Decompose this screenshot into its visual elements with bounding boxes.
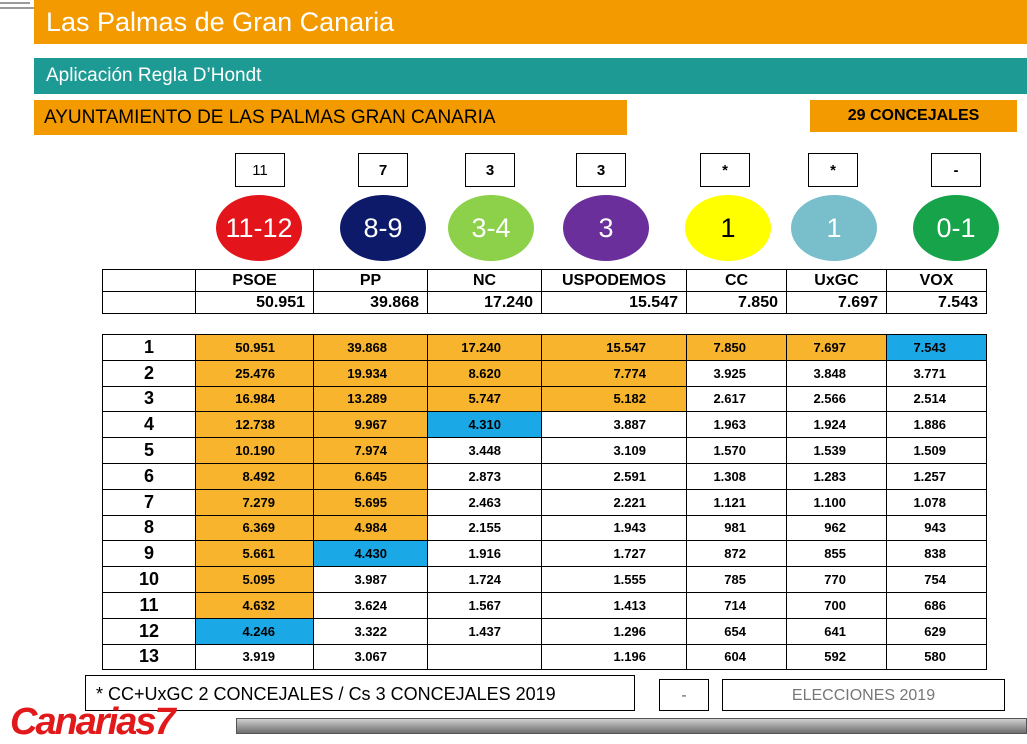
quotient-cell: 7.774 bbox=[542, 360, 687, 386]
quotient-cell: 2.591 bbox=[542, 463, 687, 489]
party-name-uspodemos: USPODEMOS bbox=[542, 270, 687, 292]
empty-cell bbox=[103, 270, 196, 292]
table-row bbox=[103, 618, 987, 644]
quotient-cell: 7.543 bbox=[887, 335, 987, 361]
quotient-cell: 12.738 bbox=[196, 412, 314, 438]
quotient-cell: 785 bbox=[687, 567, 787, 593]
dhondt-table bbox=[102, 334, 987, 670]
quotient-cell: 2.155 bbox=[428, 515, 542, 541]
quotient-cell: 654 bbox=[687, 618, 787, 644]
quotient-cell: 1.567 bbox=[428, 592, 542, 618]
divisor-cell: 1 bbox=[103, 335, 196, 361]
empty-cell bbox=[103, 292, 196, 314]
divisor-cell: 8 bbox=[103, 515, 196, 541]
quotient-cell: 5.747 bbox=[428, 386, 542, 412]
quotient-cell: 1.121 bbox=[687, 489, 787, 515]
party-name-pp: PP bbox=[314, 270, 428, 292]
quotient-cell: 1.886 bbox=[887, 412, 987, 438]
quotient-cell: 3.919 bbox=[196, 644, 314, 670]
quotient-cell: 8.492 bbox=[196, 463, 314, 489]
range-circle-uspodemos: 3 bbox=[563, 195, 649, 261]
quotient-cell: 8.620 bbox=[428, 360, 542, 386]
divisor-cell: 10 bbox=[103, 567, 196, 593]
quotient-cell: 714 bbox=[687, 592, 787, 618]
table-row bbox=[103, 489, 987, 515]
quotient-cell: 2.463 bbox=[428, 489, 542, 515]
quotient-cell: 1.308 bbox=[687, 463, 787, 489]
quotient-cell: 1.943 bbox=[542, 515, 687, 541]
quotient-cell: 981 bbox=[687, 515, 787, 541]
seat-box-vox: - bbox=[931, 153, 981, 187]
quotient-cell: 5.095 bbox=[196, 567, 314, 593]
divisor-cell: 13 bbox=[103, 644, 196, 670]
range-circle-nc: 3-4 bbox=[448, 195, 534, 261]
party-votes-table bbox=[102, 269, 987, 314]
quotient-cell: 604 bbox=[687, 644, 787, 670]
quotient-cell: 1.196 bbox=[542, 644, 687, 670]
quotient-cell: 1.413 bbox=[542, 592, 687, 618]
quotient-cell: 686 bbox=[887, 592, 987, 618]
ayuntamiento-label: AYUNTAMIENTO DE LAS PALMAS GRAN CANARIA bbox=[34, 100, 627, 135]
party-votes-row bbox=[103, 292, 987, 314]
seat-box-pp: 7 bbox=[358, 153, 408, 187]
quotient-cell: 962 bbox=[787, 515, 887, 541]
seat-box-uspodemos: 3 bbox=[576, 153, 626, 187]
quotient-cell: 5.182 bbox=[542, 386, 687, 412]
quotient-cell: 1.078 bbox=[887, 489, 987, 515]
quotient-cell: 7.850 bbox=[687, 335, 787, 361]
seat-box-nc: 3 bbox=[465, 153, 515, 187]
canarias7-logo: Canarias7 bbox=[10, 701, 174, 743]
quotient-cell: 592 bbox=[787, 644, 887, 670]
party-name-vox: VOX bbox=[887, 270, 987, 292]
range-circle-pp: 8-9 bbox=[340, 195, 426, 261]
quotient-cell: 13.289 bbox=[314, 386, 428, 412]
divisor-cell: 2 bbox=[103, 360, 196, 386]
elecciones-box: ELECCIONES 2019 bbox=[722, 679, 1005, 711]
subtitle-bar: Aplicación Regla D’Hondt bbox=[34, 58, 1027, 94]
divisor-cell: 4 bbox=[103, 412, 196, 438]
party-votes-nc: 17.240 bbox=[428, 292, 542, 314]
divisor-cell: 11 bbox=[103, 592, 196, 618]
seat-box-uxgc: * bbox=[808, 153, 858, 187]
table-row bbox=[103, 335, 987, 361]
quotient-cell: 3.987 bbox=[314, 567, 428, 593]
quotient-cell: 10.190 bbox=[196, 438, 314, 464]
quotient-cell: 1.100 bbox=[787, 489, 887, 515]
table-row bbox=[103, 438, 987, 464]
page-title: Las Palmas de Gran Canaria bbox=[34, 0, 1027, 44]
quotient-cell: 629 bbox=[887, 618, 987, 644]
quotient-cell: 7.974 bbox=[314, 438, 428, 464]
quotient-cell: 1.555 bbox=[542, 567, 687, 593]
quotient-cell: 3.887 bbox=[542, 412, 687, 438]
party-votes-vox: 7.543 bbox=[887, 292, 987, 314]
quotient-cell: 580 bbox=[887, 644, 987, 670]
quotient-cell: 15.547 bbox=[542, 335, 687, 361]
quotient-cell: 3.109 bbox=[542, 438, 687, 464]
divisor-cell: 5 bbox=[103, 438, 196, 464]
quotient-cell: 1.257 bbox=[887, 463, 987, 489]
quotient-cell: 2.617 bbox=[687, 386, 787, 412]
quotient-cell: 943 bbox=[887, 515, 987, 541]
quotient-cell: 1.437 bbox=[428, 618, 542, 644]
concejales-label: 29 CONCEJALES bbox=[810, 100, 1017, 132]
quotient-cell: 754 bbox=[887, 567, 987, 593]
table-row bbox=[103, 412, 987, 438]
dash-box: - bbox=[659, 679, 709, 711]
table-row bbox=[103, 463, 987, 489]
quotient-cell: 1.963 bbox=[687, 412, 787, 438]
quotient-cell: 855 bbox=[787, 541, 887, 567]
quotient-cell: 770 bbox=[787, 567, 887, 593]
range-circle-psoe: 11-12 bbox=[216, 195, 302, 261]
party-votes-uspodemos: 15.547 bbox=[542, 292, 687, 314]
quotient-cell: 1.724 bbox=[428, 567, 542, 593]
range-circle-vox: 0-1 bbox=[913, 195, 999, 261]
table-row bbox=[103, 515, 987, 541]
quotient-cell: 9.967 bbox=[314, 412, 428, 438]
quotient-cell: 1.296 bbox=[542, 618, 687, 644]
quotient-cell: 5.695 bbox=[314, 489, 428, 515]
footnote: * CC+UxGC 2 CONCEJALES / Cs 3 CONCEJALES 2019 bbox=[85, 675, 635, 711]
quotient-cell: 2.221 bbox=[542, 489, 687, 515]
table-row bbox=[103, 644, 987, 670]
table-row bbox=[103, 360, 987, 386]
table-row bbox=[103, 592, 987, 618]
quotient-cell: 1.924 bbox=[787, 412, 887, 438]
party-votes-psoe: 50.951 bbox=[196, 292, 314, 314]
quotient-cell: 1.539 bbox=[787, 438, 887, 464]
quotient-cell: 641 bbox=[787, 618, 887, 644]
party-votes-pp: 39.868 bbox=[314, 292, 428, 314]
quotient-cell: 4.246 bbox=[196, 618, 314, 644]
party-name-cc: CC bbox=[687, 270, 787, 292]
quotient-cell: 6.645 bbox=[314, 463, 428, 489]
quotient-cell: 872 bbox=[687, 541, 787, 567]
divisor-cell: 6 bbox=[103, 463, 196, 489]
quotient-cell: 3.448 bbox=[428, 438, 542, 464]
quotient-cell: 4.984 bbox=[314, 515, 428, 541]
range-circle-uxgc: 1 bbox=[791, 195, 877, 261]
quotient-cell: 19.934 bbox=[314, 360, 428, 386]
divisor-cell: 9 bbox=[103, 541, 196, 567]
table-row bbox=[103, 567, 987, 593]
quotient-cell: 3.925 bbox=[687, 360, 787, 386]
quotient-cell: 3.067 bbox=[314, 644, 428, 670]
quotient-cell: 16.984 bbox=[196, 386, 314, 412]
party-votes-uxgc: 7.697 bbox=[787, 292, 887, 314]
quotient-cell: 7.279 bbox=[196, 489, 314, 515]
quotient-cell: 1.570 bbox=[687, 438, 787, 464]
range-circle-cc: 1 bbox=[685, 195, 771, 261]
divisor-cell: 7 bbox=[103, 489, 196, 515]
quotient-cell: 2.566 bbox=[787, 386, 887, 412]
quotient-cell: 50.951 bbox=[196, 335, 314, 361]
quotient-cell: 3.322 bbox=[314, 618, 428, 644]
quotient-cell: 2.873 bbox=[428, 463, 542, 489]
quotient-cell: 838 bbox=[887, 541, 987, 567]
quotient-cell: 1.509 bbox=[887, 438, 987, 464]
party-name-psoe: PSOE bbox=[196, 270, 314, 292]
quotient-cell: 4.310 bbox=[428, 412, 542, 438]
party-name-nc: NC bbox=[428, 270, 542, 292]
divisor-cell: 3 bbox=[103, 386, 196, 412]
divisor-cell: 12 bbox=[103, 618, 196, 644]
quotient-cell: 17.240 bbox=[428, 335, 542, 361]
quotient-cell: 25.476 bbox=[196, 360, 314, 386]
party-names-row bbox=[103, 270, 987, 292]
quotient-cell: 700 bbox=[787, 592, 887, 618]
quotient-cell: 6.369 bbox=[196, 515, 314, 541]
quotient-cell: 1.727 bbox=[542, 541, 687, 567]
party-votes-cc: 7.850 bbox=[687, 292, 787, 314]
quotient-cell: 39.868 bbox=[314, 335, 428, 361]
table-row bbox=[103, 386, 987, 412]
quotient-cell: 4.430 bbox=[314, 541, 428, 567]
quotient-cell: 4.632 bbox=[196, 592, 314, 618]
quotient-cell: 5.661 bbox=[196, 541, 314, 567]
quotient-cell: 3.771 bbox=[887, 360, 987, 386]
quotient-cell: 2.514 bbox=[887, 386, 987, 412]
party-name-uxgc: UxGC bbox=[787, 270, 887, 292]
seat-box-cc: * bbox=[700, 153, 750, 187]
quotient-cell: 3.848 bbox=[787, 360, 887, 386]
table-row bbox=[103, 541, 987, 567]
quotient-cell: 1.283 bbox=[787, 463, 887, 489]
seat-box-psoe: 11 bbox=[235, 153, 285, 187]
quotient-cell: 7.697 bbox=[787, 335, 887, 361]
quotient-cell: 3.624 bbox=[314, 592, 428, 618]
bottom-decorative-bar bbox=[236, 718, 1027, 734]
quotient-cell bbox=[428, 644, 542, 670]
quotient-cell: 1.916 bbox=[428, 541, 542, 567]
